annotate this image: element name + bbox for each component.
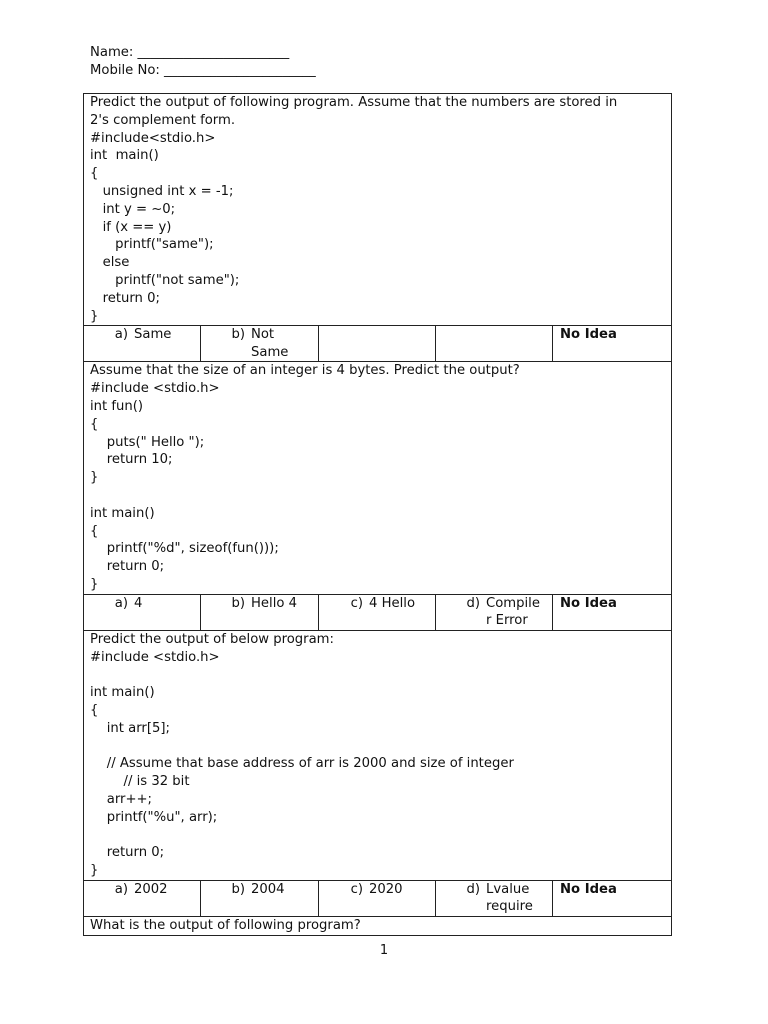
option-letter: b) bbox=[231, 595, 245, 611]
option-text: 2002 bbox=[134, 881, 168, 897]
question-row bbox=[84, 94, 672, 326]
question-2-no-idea[interactable] bbox=[553, 594, 672, 630]
option-text: Not Same bbox=[251, 327, 289, 360]
option-letter: d) bbox=[466, 595, 480, 611]
question-2-option-c[interactable] bbox=[319, 594, 436, 630]
option-text: 4 Hello bbox=[369, 595, 416, 611]
question-3-no-idea[interactable] bbox=[553, 880, 672, 916]
mobile-field-label: Mobile No: _______________________ bbox=[90, 63, 316, 78]
question-row bbox=[84, 630, 672, 880]
quiz-table bbox=[83, 93, 672, 936]
option-text: Compile r Error bbox=[486, 595, 540, 629]
option-text: 4 bbox=[134, 595, 143, 611]
option-text: Lvalue require bbox=[486, 881, 533, 915]
question-2-option-b[interactable] bbox=[201, 594, 319, 630]
student-info-header bbox=[90, 44, 316, 80]
page-number: 1 bbox=[379, 943, 389, 958]
question-2-option-a[interactable] bbox=[84, 594, 201, 630]
question-1-option-c[interactable] bbox=[319, 326, 436, 362]
option-letter: b) bbox=[231, 881, 245, 897]
question-4-cell bbox=[84, 916, 672, 935]
question-2-option-d[interactable] bbox=[436, 594, 553, 630]
option-letter: c) bbox=[350, 595, 363, 611]
option-text: 2004 bbox=[251, 881, 285, 897]
question-3-option-c[interactable] bbox=[319, 880, 436, 916]
answer-row bbox=[84, 880, 672, 916]
no-idea-label: No Idea bbox=[560, 327, 617, 343]
question-3-option-a[interactable] bbox=[84, 880, 201, 916]
option-letter: b) bbox=[231, 327, 245, 343]
name-field-label: Name: _______________________ bbox=[90, 45, 290, 60]
question-row bbox=[84, 916, 672, 935]
option-letter: c) bbox=[350, 881, 363, 897]
question-1-cell bbox=[84, 94, 672, 326]
question-1-option-b[interactable] bbox=[201, 326, 319, 362]
no-idea-label: No Idea bbox=[560, 595, 617, 611]
question-1-text: Predict the output of following program. Assume that the numbers are stored in 2's complement form. #include<stdio.h> int main() { unsigned int x = -1; int y = ~0; if (x == y) printf("same"); else printf("not same"); return 0; } bbox=[90, 95, 618, 324]
no-idea-label: No Idea bbox=[560, 881, 617, 897]
question-3-text: Predict the output of below program: #include <stdio.h> int main() { int arr[5]; // Assume that base address of arr is 2000 and size of integer // is 32 bit arr++; printf("%u", arr); return 0; } bbox=[90, 631, 514, 879]
question-row bbox=[84, 362, 672, 594]
question-3-cell bbox=[84, 630, 672, 880]
option-letter: a) bbox=[114, 881, 128, 897]
question-2-cell bbox=[84, 362, 672, 594]
answer-row bbox=[84, 326, 672, 362]
question-4-text: What is the output of following program? bbox=[90, 917, 361, 933]
answer-row bbox=[84, 594, 672, 630]
option-text: Hello 4 bbox=[251, 595, 298, 611]
question-2-text: Assume that the size of an integer is 4 bytes. Predict the output? #include <stdio.h> int fun() { puts(" Hello "); return 10; } int main() { printf("%d", sizeof(fun())); return 0; } bbox=[90, 363, 520, 592]
question-1-no-idea[interactable] bbox=[553, 326, 672, 362]
option-letter: a) bbox=[114, 595, 128, 611]
option-text: Same bbox=[134, 327, 172, 343]
option-letter: a) bbox=[114, 327, 128, 343]
option-letter: d) bbox=[466, 881, 480, 897]
question-1-option-d[interactable] bbox=[436, 326, 553, 362]
option-text: 2020 bbox=[369, 881, 403, 897]
question-3-option-d[interactable] bbox=[436, 880, 553, 916]
question-1-option-a[interactable] bbox=[84, 326, 201, 362]
question-3-option-b[interactable] bbox=[201, 880, 319, 916]
